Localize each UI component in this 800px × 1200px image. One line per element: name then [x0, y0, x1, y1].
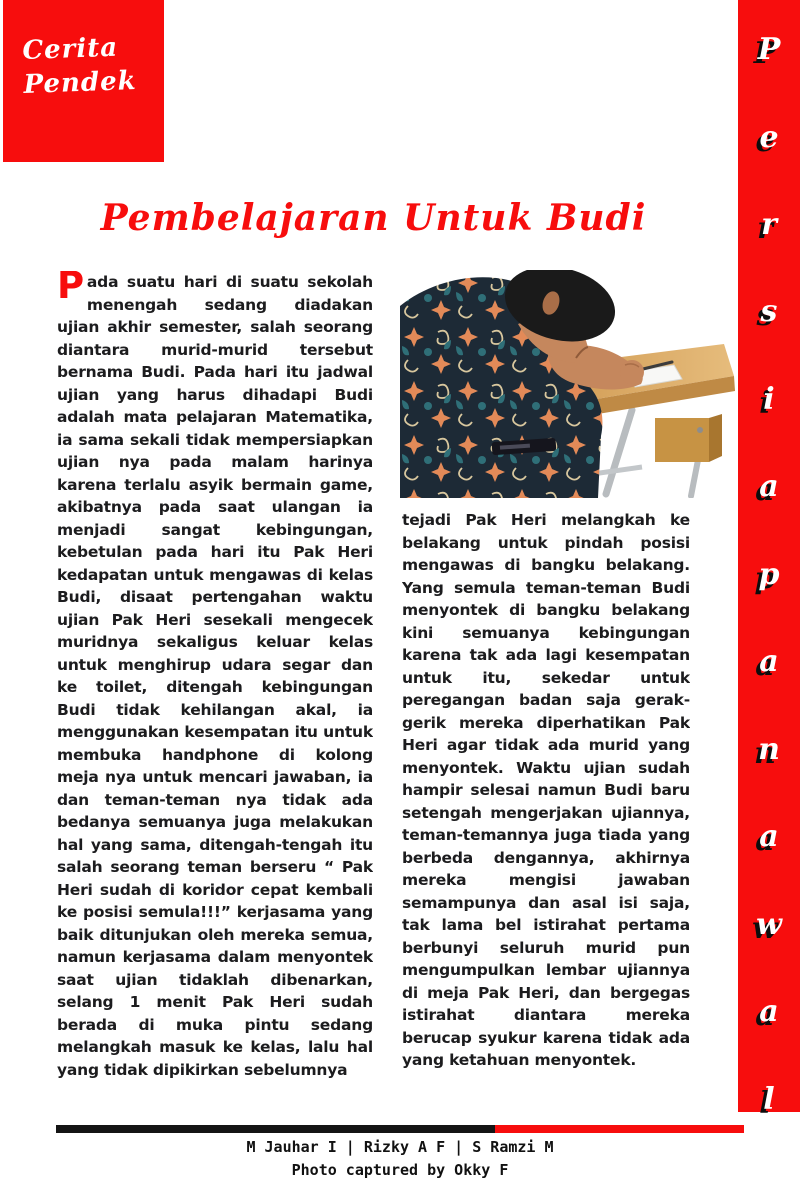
sidebar-letter: s [760, 294, 778, 329]
sidebar-letter: n [758, 732, 780, 767]
footer-authors: M Jauhar I | Rizky A F | S Ramzi M [246, 1138, 554, 1156]
sidebar-letter: i [763, 382, 775, 417]
divider-black-segment [56, 1125, 495, 1133]
sidebar-letter: e [759, 120, 779, 155]
sidebar-letter: a [759, 469, 779, 504]
masthead-line1: Cerita [21, 32, 119, 66]
sidebar-strip [738, 0, 800, 1117]
masthead-box [3, 0, 164, 162]
article-column-2 [402, 509, 690, 1087]
divider-red-segment [495, 1125, 744, 1133]
sidebar-letter: r [761, 207, 777, 242]
sidebar-letter: p [758, 557, 780, 592]
sidebar-letter: a [759, 994, 779, 1029]
sidebar-letter: a [759, 819, 779, 854]
article-column-1 [57, 271, 373, 1086]
student-sleeping-photo [400, 270, 737, 498]
footer-photo-credit: Photo captured by Okky F [291, 1161, 509, 1179]
article-text-2: tejadi Pak Heri melangkah ke belakang untuk pindah posisi mengawas di bangku belakang. Yang semula teman-teman Budi menyontek di bangku belakang kini semuanya kebingungan karena tak ada lagi kesempatan untuk itu, sekedar untuk peregangan badan saja gerak-gerik mereka diperhatikan Pak Heri agar tidak ada murid yang menyontek. Waktu ujian sudah hampir selesai namun Budi baru setengah mengerjakan ujiannya, teman-temannya juga tiada yang berbeda dengannya, akhirnya mereka mengisi jawaban semampunya dan asal isi saja, tak lama bel istirahat pertama berbunyi seluruh murid pun mengumpulkan lembar ujiannya di meja Pak Heri, dan bergegas istirahat diantara mereka berucap syukur karena tidak ada yang ketahuan menyontek. [402, 511, 690, 1069]
footer [0, 1136, 800, 1182]
article-text-1: ada suatu hari di suatu sekolah menengah sedang diadakan ujian akhir semester, salah seorang diantara murid-murid tersebut bernama Budi. Pada hari itu jadwal ujian yang harus dihadapi Budi adalah mata pelajaran Matematika, ia sama sekali tidak mempersiapkan ujian nya pada malam harinya karena terlalu asyik bermain game, akibatnya pada saat ulangan ia menjadi sangat kebingungan, kebetulan pada hari itu Pak Heri kedapatan untuk mengawas di kelas Budi, disaat pertengahan waktu ujian Pak Heri sesekali mengecek muridnya sekaligus keluar kelas untuk menghirup udara segar dan ke toilet, ditengah kebingungan Budi tidak kehilangan akal, ia menggunakan kesempatan itu untuk membuka handphone di kolong meja nya untuk mencari jawaban, ia dan teman-teman nya tidak ada bedanya semuanya juga melakukan hal yang sama, ditengah-tengah itu salah seorang teman berseru “ Pak Heri sudah di koridor cepat kembali ke posisi semula!!!” kerjasama yang baik ditunjukan oleh mereka semua, namun kerjasama dalam menyontek saat ujian tidaklah dibenarkan, selang 1 menit Pak Heri sudah berada di muka pintu sedang melangkah masuk ke kelas, lalu hal yang tidak dipikirkan sebelumnya [57, 273, 373, 1079]
dropcap-letter: P [57, 271, 84, 307]
masthead-label [22, 30, 137, 102]
sidebar-letter: a [759, 644, 779, 679]
sidebar-letter: l [763, 1082, 775, 1117]
sidebar-letter: w [756, 907, 782, 942]
article-title: Pembelajaran Untuk Budi [100, 197, 647, 239]
footer-divider [56, 1125, 744, 1133]
masthead-line2: Pendek [23, 66, 138, 100]
sidebar-letter: P [757, 32, 781, 67]
